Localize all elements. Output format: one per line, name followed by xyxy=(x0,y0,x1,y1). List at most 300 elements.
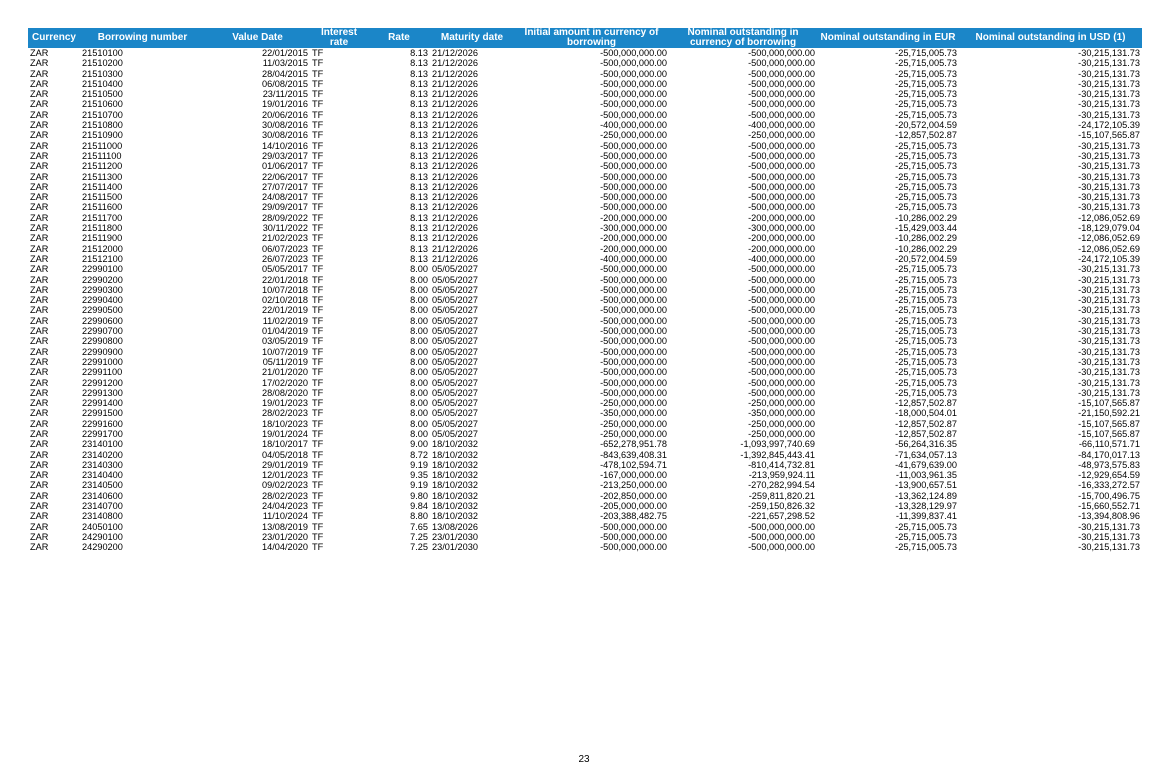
nominal-currency-cell: -500,000,000.00 xyxy=(748,171,815,182)
nominal-currency-cell: -200,000,000.00 xyxy=(748,233,815,244)
maturity-date-cell: 18/10/2032 xyxy=(432,480,478,491)
initial-amount-cell: -202,850,000.00 xyxy=(600,490,667,501)
maturity-date-cell: 21/12/2026 xyxy=(432,140,478,151)
table-row xyxy=(28,244,1142,254)
header-nominal-usd: Nominal outstanding in USD (1) xyxy=(959,28,1142,48)
nominal-currency-cell: -500,000,000.00 xyxy=(748,181,815,192)
maturity-date-cell: 18/10/2032 xyxy=(432,490,478,501)
nominal-eur-cell: -25,715,005.73 xyxy=(895,264,957,275)
table-row xyxy=(28,161,1142,171)
initial-amount-cell: -500,000,000.00 xyxy=(600,356,667,367)
value-date-cell: 02/10/2018 xyxy=(262,295,308,306)
initial-amount-cell: -500,000,000.00 xyxy=(600,367,667,378)
nominal-currency-cell: -500,000,000.00 xyxy=(748,305,815,316)
nominal-currency-cell: -500,000,000.00 xyxy=(748,531,815,542)
currency-cell: ZAR xyxy=(30,459,49,470)
initial-amount-cell: -500,000,000.00 xyxy=(600,99,667,110)
nominal-eur-cell: -71,634,057.13 xyxy=(895,449,957,460)
value-date-cell: 30/08/2016 xyxy=(262,120,308,131)
borrowing-number-cell: 23140100 xyxy=(82,439,123,450)
maturity-date-cell: 05/05/2027 xyxy=(432,387,478,398)
nominal-usd-cell: -30,215,131.73 xyxy=(1078,150,1140,161)
header-nominal-currency: Nominal outstanding in currency of borrowing xyxy=(669,28,817,48)
interest-rate-cell: TF xyxy=(312,243,324,254)
borrowing-number-cell: 22990400 xyxy=(82,295,123,306)
nominal-eur-cell: -25,715,005.73 xyxy=(895,202,957,213)
maturity-date-cell: 05/05/2027 xyxy=(432,398,478,409)
initial-amount-cell: -300,000,000.00 xyxy=(600,223,667,234)
maturity-date-cell: 05/05/2027 xyxy=(432,346,478,357)
currency-cell: ZAR xyxy=(30,171,49,182)
header-rate: Rate xyxy=(368,28,430,48)
initial-amount-cell: -500,000,000.00 xyxy=(600,171,667,182)
borrowing-number-cell: 21510900 xyxy=(82,130,123,141)
nominal-currency-cell: -250,000,000.00 xyxy=(748,428,815,439)
rate-cell: 8.13 xyxy=(410,78,428,89)
maturity-date-cell: 05/05/2027 xyxy=(432,418,478,429)
value-date-cell: 06/08/2015 xyxy=(262,78,308,89)
value-date-cell: 01/04/2019 xyxy=(262,326,308,337)
currency-cell: ZAR xyxy=(30,387,49,398)
borrowing-number-cell: 21510400 xyxy=(82,78,123,89)
nominal-usd-cell: -30,215,131.73 xyxy=(1078,295,1140,306)
initial-amount-cell: -500,000,000.00 xyxy=(600,58,667,69)
nominal-usd-cell: -30,215,131.73 xyxy=(1078,326,1140,337)
nominal-usd-cell: -30,215,131.73 xyxy=(1078,305,1140,316)
nominal-usd-cell: -30,215,131.73 xyxy=(1078,521,1140,532)
maturity-date-cell: 21/12/2026 xyxy=(432,171,478,182)
nominal-eur-cell: -12,857,502.87 xyxy=(895,398,957,409)
currency-cell: ZAR xyxy=(30,202,49,213)
initial-amount-cell: -500,000,000.00 xyxy=(600,109,667,120)
value-date-cell: 13/08/2019 xyxy=(262,521,308,532)
nominal-currency-cell: -1,392,845,443.41 xyxy=(740,449,815,460)
initial-amount-cell: -500,000,000.00 xyxy=(600,521,667,532)
currency-cell: ZAR xyxy=(30,418,49,429)
value-date-cell: 14/10/2016 xyxy=(262,140,308,151)
rate-cell: 8.00 xyxy=(410,398,428,409)
nominal-eur-cell: -12,857,502.87 xyxy=(895,130,957,141)
borrowing-number-cell: 24290200 xyxy=(82,542,123,553)
initial-amount-cell: -400,000,000.00 xyxy=(600,120,667,131)
nominal-usd-cell: -84,170,017.13 xyxy=(1078,449,1140,460)
initial-amount-cell: -500,000,000.00 xyxy=(600,78,667,89)
interest-rate-cell: TF xyxy=(312,356,324,367)
table-row xyxy=(28,326,1142,336)
maturity-date-cell: 21/12/2026 xyxy=(432,181,478,192)
table-row xyxy=(28,130,1142,140)
rate-cell: 8.13 xyxy=(410,212,428,223)
nominal-eur-cell: -25,715,005.73 xyxy=(895,346,957,357)
nominal-usd-cell: -12,086,052.69 xyxy=(1078,212,1140,223)
value-date-cell: 01/06/2017 xyxy=(262,161,308,172)
currency-cell: ZAR xyxy=(30,58,49,69)
currency-cell: ZAR xyxy=(30,223,49,234)
table-row xyxy=(28,316,1142,326)
rate-cell: 8.13 xyxy=(410,192,428,203)
borrowing-number-cell: 23140800 xyxy=(82,511,123,522)
rate-cell: 8.00 xyxy=(410,408,428,419)
rate-cell: 8.00 xyxy=(410,305,428,316)
borrowing-number-cell: 22990100 xyxy=(82,264,123,275)
currency-cell: ZAR xyxy=(30,212,49,223)
currency-cell: ZAR xyxy=(30,109,49,120)
nominal-currency-cell: -250,000,000.00 xyxy=(748,418,815,429)
nominal-eur-cell: -25,715,005.73 xyxy=(895,99,957,110)
rate-cell: 7.65 xyxy=(410,521,428,532)
nominal-currency-cell: -500,000,000.00 xyxy=(748,202,815,213)
rate-cell: 8.13 xyxy=(410,48,428,58)
nominal-eur-cell: -25,715,005.73 xyxy=(895,78,957,89)
rate-cell: 9.19 xyxy=(410,459,428,470)
nominal-usd-cell: -30,215,131.73 xyxy=(1078,48,1140,58)
currency-cell: ZAR xyxy=(30,521,49,532)
initial-amount-cell: -400,000,000.00 xyxy=(600,253,667,264)
maturity-date-cell: 21/12/2026 xyxy=(432,48,478,58)
nominal-currency-cell: -500,000,000.00 xyxy=(748,295,815,306)
rate-cell: 8.00 xyxy=(410,315,428,326)
maturity-date-cell: 23/01/2030 xyxy=(432,531,478,542)
maturity-date-cell: 21/12/2026 xyxy=(432,99,478,110)
nominal-currency-cell: -500,000,000.00 xyxy=(748,109,815,120)
maturity-date-cell: 21/12/2026 xyxy=(432,202,478,213)
nominal-usd-cell: -15,107,565.87 xyxy=(1078,428,1140,439)
nominal-currency-cell: -500,000,000.00 xyxy=(748,161,815,172)
nominal-eur-cell: -25,715,005.73 xyxy=(895,89,957,100)
borrowing-number-cell: 21512000 xyxy=(82,243,123,254)
nominal-currency-cell: -500,000,000.00 xyxy=(748,140,815,151)
maturity-date-cell: 05/05/2027 xyxy=(432,305,478,316)
interest-rate-cell: TF xyxy=(312,161,324,172)
table-row xyxy=(28,491,1142,501)
borrowing-number-cell: 21511500 xyxy=(82,192,123,203)
currency-cell: ZAR xyxy=(30,501,49,512)
value-date-cell: 12/01/2023 xyxy=(262,470,308,481)
nominal-eur-cell: -12,857,502.87 xyxy=(895,428,957,439)
currency-cell: ZAR xyxy=(30,428,49,439)
currency-cell: ZAR xyxy=(30,264,49,275)
initial-amount-cell: -500,000,000.00 xyxy=(600,305,667,316)
table-row xyxy=(28,480,1142,490)
nominal-usd-cell: -15,107,565.87 xyxy=(1078,418,1140,429)
maturity-date-cell: 21/12/2026 xyxy=(432,212,478,223)
rate-cell: 8.72 xyxy=(410,449,428,460)
maturity-date-cell: 21/12/2026 xyxy=(432,89,478,100)
interest-rate-cell: TF xyxy=(312,109,324,120)
interest-rate-cell: TF xyxy=(312,130,324,141)
borrowing-number-cell: 23140400 xyxy=(82,470,123,481)
nominal-usd-cell: -13,394,808.96 xyxy=(1078,511,1140,522)
currency-cell: ZAR xyxy=(30,89,49,100)
table-row xyxy=(28,347,1142,357)
borrowing-number-cell: 23140200 xyxy=(82,449,123,460)
currency-cell: ZAR xyxy=(30,48,49,58)
initial-amount-cell: -478,102,594.71 xyxy=(600,459,667,470)
maturity-date-cell: 21/12/2026 xyxy=(432,68,478,79)
nominal-currency-cell: -500,000,000.00 xyxy=(748,356,815,367)
table-row xyxy=(28,172,1142,182)
nominal-eur-cell: -25,715,005.73 xyxy=(895,109,957,120)
value-date-cell: 28/04/2015 xyxy=(262,68,308,79)
nominal-eur-cell: -18,000,504.01 xyxy=(895,408,957,419)
maturity-date-cell: 18/10/2032 xyxy=(432,439,478,450)
currency-cell: ZAR xyxy=(30,305,49,316)
header-interest-rate: Interest rate xyxy=(310,28,368,48)
nominal-eur-cell: -13,900,657.51 xyxy=(895,480,957,491)
interest-rate-cell: TF xyxy=(312,223,324,234)
currency-cell: ZAR xyxy=(30,346,49,357)
interest-rate-cell: TF xyxy=(312,68,324,79)
nominal-usd-cell: -48,973,575.83 xyxy=(1078,459,1140,470)
borrowing-number-cell: 22990900 xyxy=(82,346,123,357)
borrowing-number-cell: 21511300 xyxy=(82,171,123,182)
nominal-eur-cell: -25,715,005.73 xyxy=(895,150,957,161)
initial-amount-cell: -167,000,000.00 xyxy=(600,470,667,481)
interest-rate-cell: TF xyxy=(312,202,324,213)
initial-amount-cell: -500,000,000.00 xyxy=(600,387,667,398)
nominal-currency-cell: -500,000,000.00 xyxy=(748,284,815,295)
nominal-eur-cell: -10,286,002.29 xyxy=(895,212,957,223)
rate-cell: 8.00 xyxy=(410,295,428,306)
table-row xyxy=(28,223,1142,233)
maturity-date-cell: 05/05/2027 xyxy=(432,377,478,388)
currency-cell: ZAR xyxy=(30,150,49,161)
borrowing-number-cell: 22990800 xyxy=(82,336,123,347)
nominal-usd-cell: -30,215,131.73 xyxy=(1078,387,1140,398)
nominal-usd-cell: -15,700,496.75 xyxy=(1078,490,1140,501)
rate-cell: 8.13 xyxy=(410,120,428,131)
nominal-usd-cell: -30,215,131.73 xyxy=(1078,109,1140,120)
maturity-date-cell: 18/10/2032 xyxy=(432,459,478,470)
borrowing-number-cell: 22991500 xyxy=(82,408,123,419)
initial-amount-cell: -500,000,000.00 xyxy=(600,274,667,285)
table-row xyxy=(28,357,1142,367)
interest-rate-cell: TF xyxy=(312,531,324,542)
value-date-cell: 18/10/2023 xyxy=(262,418,308,429)
interest-rate-cell: TF xyxy=(312,336,324,347)
nominal-eur-cell: -20,572,004.59 xyxy=(895,253,957,264)
maturity-date-cell: 05/05/2027 xyxy=(432,284,478,295)
value-date-cell: 11/03/2015 xyxy=(262,58,308,69)
borrowing-number-cell: 21511400 xyxy=(82,181,123,192)
maturity-date-cell: 05/05/2027 xyxy=(432,264,478,275)
nominal-usd-cell: -30,215,131.73 xyxy=(1078,78,1140,89)
initial-amount-cell: -500,000,000.00 xyxy=(600,181,667,192)
initial-amount-cell: -500,000,000.00 xyxy=(600,284,667,295)
rate-cell: 8.80 xyxy=(410,511,428,522)
initial-amount-cell: -500,000,000.00 xyxy=(600,315,667,326)
rate-cell: 7.25 xyxy=(410,531,428,542)
maturity-date-cell: 05/05/2027 xyxy=(432,326,478,337)
borrowings-table xyxy=(28,28,1142,553)
rate-cell: 8.13 xyxy=(410,223,428,234)
currency-cell: ZAR xyxy=(30,470,49,481)
interest-rate-cell: TF xyxy=(312,418,324,429)
nominal-currency-cell: -500,000,000.00 xyxy=(748,387,815,398)
rate-cell: 8.13 xyxy=(410,253,428,264)
interest-rate-cell: TF xyxy=(312,439,324,450)
table-row xyxy=(28,202,1142,212)
value-date-cell: 28/08/2020 xyxy=(262,387,308,398)
value-date-cell: 19/01/2016 xyxy=(262,99,308,110)
maturity-date-cell: 18/10/2032 xyxy=(432,511,478,522)
borrowing-number-cell: 21510100 xyxy=(82,48,123,58)
table-row xyxy=(28,141,1142,151)
value-date-cell: 04/05/2018 xyxy=(262,449,308,460)
maturity-date-cell: 05/05/2027 xyxy=(432,336,478,347)
maturity-date-cell: 18/10/2032 xyxy=(432,470,478,481)
currency-cell: ZAR xyxy=(30,356,49,367)
nominal-eur-cell: -20,572,004.59 xyxy=(895,120,957,131)
currency-cell: ZAR xyxy=(30,490,49,501)
header-initial-amount: Initial amount in currency of borrowing xyxy=(514,28,669,48)
interest-rate-cell: TF xyxy=(312,459,324,470)
table-body xyxy=(28,48,1142,553)
nominal-usd-cell: -24,172,105.39 xyxy=(1078,253,1140,264)
nominal-currency-cell: -500,000,000.00 xyxy=(748,542,815,553)
rate-cell: 8.13 xyxy=(410,233,428,244)
nominal-usd-cell: -15,107,565.87 xyxy=(1078,398,1140,409)
nominal-eur-cell: -11,003,961.35 xyxy=(895,470,957,481)
initial-amount-cell: -250,000,000.00 xyxy=(600,398,667,409)
nominal-usd-cell: -30,215,131.73 xyxy=(1078,531,1140,542)
nominal-currency-cell: -1,093,997,740.69 xyxy=(740,439,815,450)
value-date-cell: 14/04/2020 xyxy=(262,542,308,553)
table-row xyxy=(28,429,1142,439)
nominal-usd-cell: -12,929,654.59 xyxy=(1078,470,1140,481)
interest-rate-cell: TF xyxy=(312,501,324,512)
table-row xyxy=(28,192,1142,202)
value-date-cell: 19/01/2024 xyxy=(262,428,308,439)
table-row xyxy=(28,450,1142,460)
borrowing-number-cell: 21510300 xyxy=(82,68,123,79)
nominal-usd-cell: -30,215,131.73 xyxy=(1078,140,1140,151)
borrowing-number-cell: 22991200 xyxy=(82,377,123,388)
currency-cell: ZAR xyxy=(30,377,49,388)
maturity-date-cell: 21/12/2026 xyxy=(432,223,478,234)
rate-cell: 8.00 xyxy=(410,336,428,347)
nominal-currency-cell: -500,000,000.00 xyxy=(748,377,815,388)
interest-rate-cell: TF xyxy=(312,212,324,223)
interest-rate-cell: TF xyxy=(312,315,324,326)
initial-amount-cell: -500,000,000.00 xyxy=(600,531,667,542)
rate-cell: 8.13 xyxy=(410,89,428,100)
borrowing-number-cell: 23140700 xyxy=(82,501,123,512)
nominal-currency-cell: -500,000,000.00 xyxy=(748,326,815,337)
interest-rate-cell: TF xyxy=(312,305,324,316)
initial-amount-cell: -500,000,000.00 xyxy=(600,326,667,337)
rate-cell: 8.00 xyxy=(410,428,428,439)
table-row xyxy=(28,182,1142,192)
borrowing-number-cell: 22990600 xyxy=(82,315,123,326)
nominal-currency-cell: -400,000,000.00 xyxy=(748,253,815,264)
nominal-eur-cell: -10,286,002.29 xyxy=(895,233,957,244)
value-date-cell: 29/03/2017 xyxy=(262,150,308,161)
nominal-eur-cell: -13,328,129.97 xyxy=(895,501,957,512)
borrowing-number-cell: 21510600 xyxy=(82,99,123,110)
nominal-currency-cell: -400,000,000.00 xyxy=(748,120,815,131)
currency-cell: ZAR xyxy=(30,531,49,542)
value-date-cell: 05/11/2019 xyxy=(262,356,308,367)
maturity-date-cell: 21/12/2026 xyxy=(432,233,478,244)
borrowing-number-cell: 22991600 xyxy=(82,418,123,429)
value-date-cell: 17/02/2020 xyxy=(262,377,308,388)
currency-cell: ZAR xyxy=(30,408,49,419)
borrowing-number-cell: 24290100 xyxy=(82,531,123,542)
table-row xyxy=(28,110,1142,120)
header-currency: Currency xyxy=(28,28,80,48)
nominal-currency-cell: -213,959,924.11 xyxy=(748,470,815,481)
nominal-usd-cell: -30,215,131.73 xyxy=(1078,202,1140,213)
initial-amount-cell: -250,000,000.00 xyxy=(600,130,667,141)
table-row xyxy=(28,511,1142,521)
initial-amount-cell: -500,000,000.00 xyxy=(600,295,667,306)
interest-rate-cell: TF xyxy=(312,274,324,285)
currency-cell: ZAR xyxy=(30,511,49,522)
table-row xyxy=(28,58,1142,68)
nominal-currency-cell: -500,000,000.00 xyxy=(748,150,815,161)
initial-amount-cell: -500,000,000.00 xyxy=(600,202,667,213)
table-row xyxy=(28,439,1142,449)
table-row xyxy=(28,542,1142,552)
nominal-usd-cell: -12,086,052.69 xyxy=(1078,243,1140,254)
nominal-eur-cell: -25,715,005.73 xyxy=(895,140,957,151)
nominal-eur-cell: -25,715,005.73 xyxy=(895,181,957,192)
nominal-usd-cell: -30,215,131.73 xyxy=(1078,264,1140,275)
interest-rate-cell: TF xyxy=(312,78,324,89)
interest-rate-cell: TF xyxy=(312,377,324,388)
rate-cell: 8.00 xyxy=(410,284,428,295)
table-row xyxy=(28,470,1142,480)
table-row xyxy=(28,336,1142,346)
nominal-usd-cell: -30,215,131.73 xyxy=(1078,68,1140,79)
nominal-usd-cell: -30,215,131.73 xyxy=(1078,274,1140,285)
nominal-currency-cell: -259,811,820.21 xyxy=(748,490,815,501)
nominal-usd-cell: -30,215,131.73 xyxy=(1078,542,1140,553)
maturity-date-cell: 21/12/2026 xyxy=(432,150,478,161)
nominal-eur-cell: -10,286,002.29 xyxy=(895,243,957,254)
initial-amount-cell: -500,000,000.00 xyxy=(600,336,667,347)
maturity-date-cell: 05/05/2027 xyxy=(432,295,478,306)
borrowing-number-cell: 22991700 xyxy=(82,428,123,439)
initial-amount-cell: -500,000,000.00 xyxy=(600,48,667,58)
initial-amount-cell: -200,000,000.00 xyxy=(600,212,667,223)
value-date-cell: 28/09/2022 xyxy=(262,212,308,223)
page-number: 23 xyxy=(578,754,590,765)
nominal-currency-cell: -221,657,298.52 xyxy=(748,511,815,522)
interest-rate-cell: TF xyxy=(312,398,324,409)
currency-cell: ZAR xyxy=(30,99,49,110)
table-row xyxy=(28,233,1142,243)
nominal-eur-cell: -25,715,005.73 xyxy=(895,192,957,203)
borrowing-number-cell: 22990500 xyxy=(82,305,123,316)
currency-cell: ZAR xyxy=(30,192,49,203)
interest-rate-cell: TF xyxy=(312,449,324,460)
nominal-currency-cell: -200,000,000.00 xyxy=(748,243,815,254)
borrowing-number-cell: 21511100 xyxy=(82,150,122,161)
currency-cell: ZAR xyxy=(30,284,49,295)
nominal-currency-cell: -270,282,994.54 xyxy=(748,480,815,491)
borrowing-number-cell: 21512100 xyxy=(82,253,123,264)
currency-cell: ZAR xyxy=(30,439,49,450)
initial-amount-cell: -250,000,000.00 xyxy=(600,418,667,429)
nominal-usd-cell: -30,215,131.73 xyxy=(1078,181,1140,192)
table-row xyxy=(28,419,1142,429)
interest-rate-cell: TF xyxy=(312,140,324,151)
rate-cell: 8.13 xyxy=(410,140,428,151)
borrowing-number-cell: 21511700 xyxy=(82,212,123,223)
interest-rate-cell: TF xyxy=(312,367,324,378)
